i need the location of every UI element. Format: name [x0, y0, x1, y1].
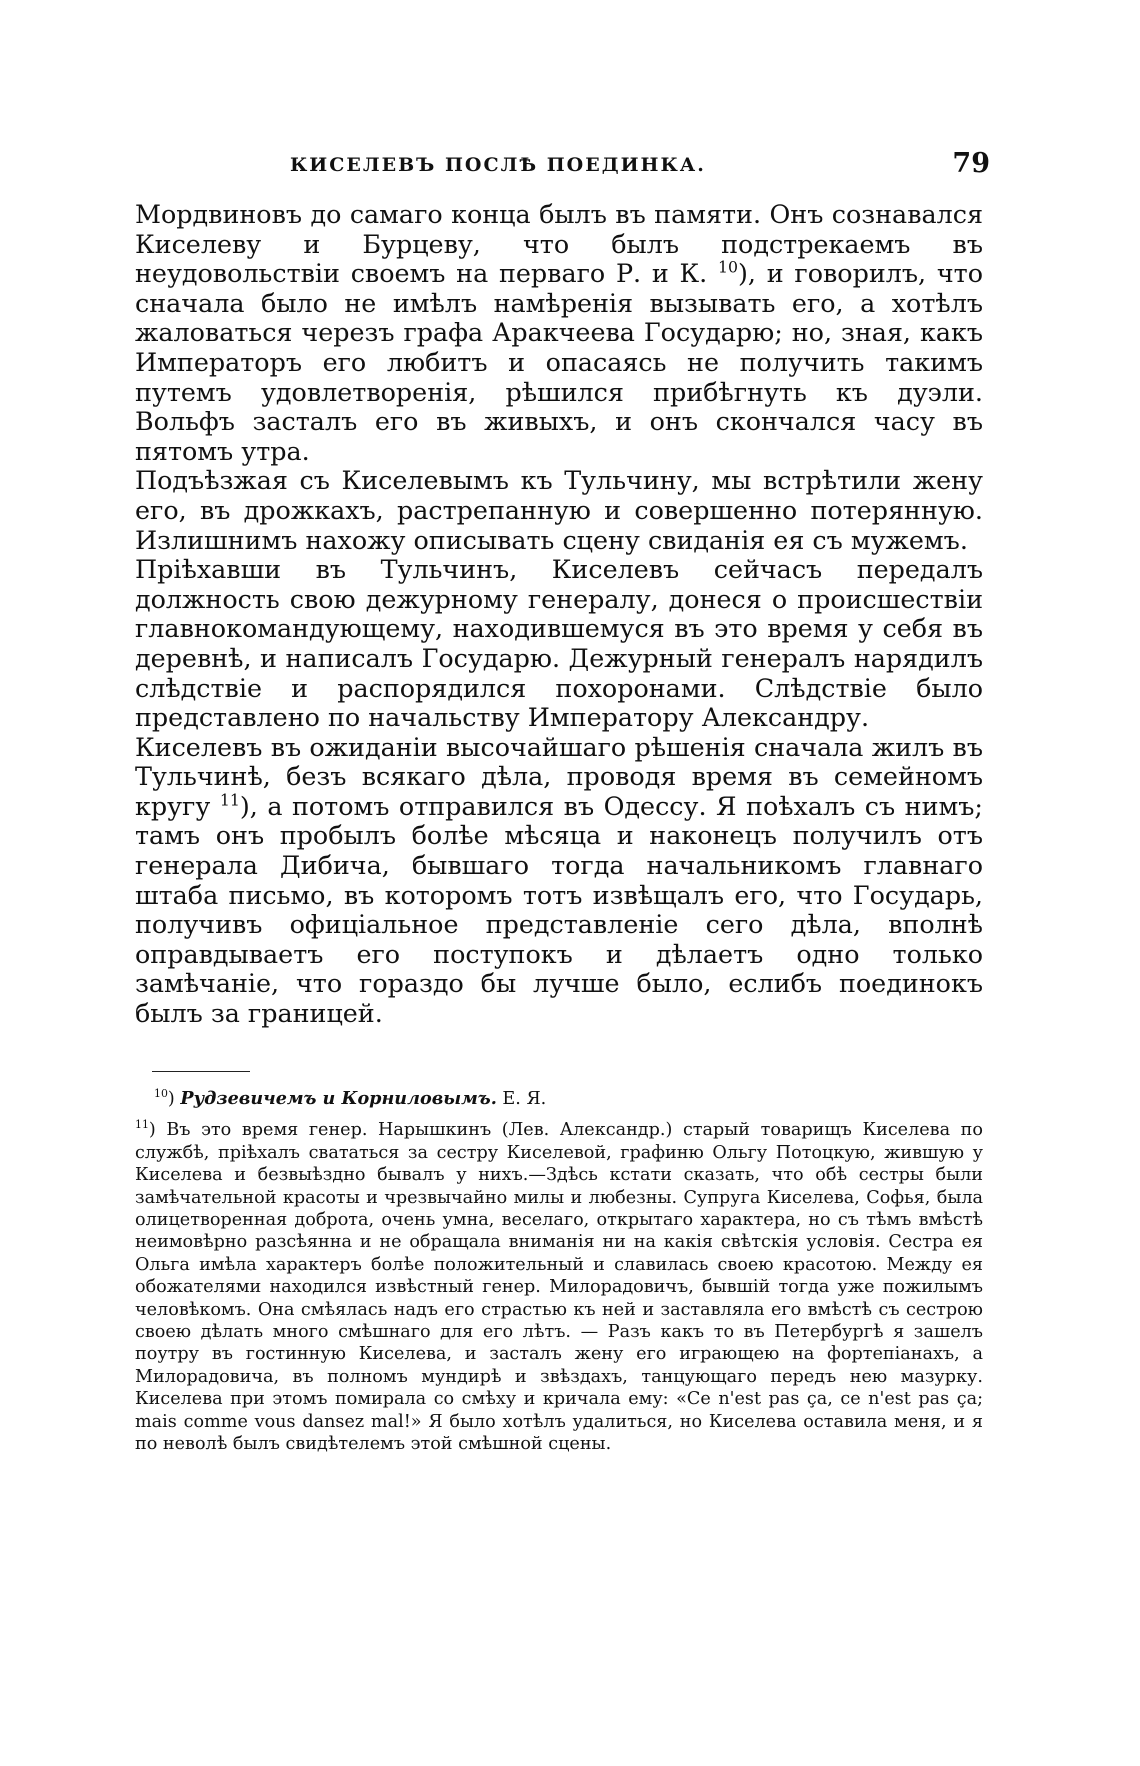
footnote-10-signature: Е. Я. — [496, 1089, 547, 1109]
footnote-divider — [152, 1071, 250, 1072]
footnote-11-text: ) Въ это время генер. Нарышкинъ (Лев. Александр.) старый товарищъ Киселева по службѣ, пріѣхалъ свататься за сестру Киселевой, графиню Ольгу Потоцкую, жившую у Киселева и безвыѣздно бывалъ у нихъ.—Здѣсь кстати сказать, что обѣ сестры были замѣчательной красоты и чрезвычайно милы и любезны. Супруга Киселева, Софья, была олицетворенная доброта, очень умна, веселаго, открытаго характера, но съ тѣмъ вмѣстѣ неимовѣрно разсѣянна и не обращала вниманія ни на какія свѣтскія условія. Сестра ея Ольга имѣла характеръ болѣе положительный и славилась своею красотою. Между ея обожателями находился извѣстный генер. Милорадовичъ, бывшій тогда уже пожилымъ человѣкомъ. Она смѣялась надъ его страстью къ ней и заставляла его вмѣстѣ съ сестрою своею дѣлать много смѣшнаго для его лѣтъ. — Разъ какъ то въ Петербургѣ я зашелъ поутру въ гостинную Киселева, и засталъ жену его играющею на фортепіанахъ, а Милорадовича, въ полномъ мундирѣ и звѣздахъ, танцующаго передъ нею мазурку. Киселева при этомъ помирала со смѣху и кричала ему: «Ce n'est pas ça, ce n'est pas ça; mais comme vous dansez mal!» Я было хотѣлъ удалиться, но Киселева оставила меня, и я по неволѣ былъ свидѣтелемъ этой смѣшной сцены. — [135, 1120, 983, 1455]
paragraph-4-text: Киселевъ въ ожиданіи высочайшаго рѣшенія сначала жилъ въ Тульчинѣ, безъ всякаго дѣла, проводя время въ семейномъ кругу — [135, 731, 983, 821]
footnote-ref-11: 11 — [219, 790, 240, 810]
footnote-11 — [135, 1119, 983, 1455]
paragraph-2: Подъѣзжая съ Киселевымъ къ Тульчину, мы встрѣтили жену его, въ дрожкахъ, растрепанную и совершенно потерянную. Излишнимъ нахожу описывать сцену свиданія ея съ мужемъ. — [135, 465, 983, 555]
paragraph-4-text-cont: ), а потомъ отправился въ Одессу. Я поѣхалъ съ нимъ; тамъ онъ пробылъ болѣе мѣсяца и наконецъ получилъ отъ генерала Дибича, бывшаго тогда начальникомъ главнаго штаба письмо, въ которомъ тотъ извѣщалъ его, что Государь, получивъ офиціальное представленіе сего дѣла, вполнѣ оправдываетъ его поступокъ и дѣлаетъ одно только замѣчаніе, что гораздо бы лучше было, еслибъ поединокъ былъ за границей. — [135, 790, 983, 1029]
footnote-10: $^{10}$) Рудзевичемъ и Корниловымъ. Е. Я. — [154, 1087, 547, 1109]
footnote-ref-10: 10 — [718, 257, 739, 277]
paragraph-1-text-cont: ), и говорилъ, что сначала было не имѣлъ намѣренія вызывать его, а хотѣлъ жаловаться черезъ графа Аракчеева Государю; но, зная, какъ Императоръ его любитъ и опасаясь не получить такимъ путемъ удовлетворенія, рѣшился прибѣгнуть къ дуэли. Вольфъ засталъ его въ живыхъ, и онъ скончался часу въ пятомъ утра. — [135, 258, 983, 466]
paragraph-3: Пріѣхавши въ Тульчинъ, Киселевъ сейчасъ передалъ должность свою дежурному генералу, донеся о происшествіи главнокомандующему, находившемуся въ это время у себя въ деревнѣ, и написалъ Государю. Дежурный генералъ нарядилъ слѣдствіе и распорядился похоронами. Слѣдствіе было представлено по начальству Императору Александру. — [135, 554, 983, 733]
footnote-10-number: 10 — [154, 1087, 168, 1101]
paragraph-1-text: Мордвиновъ до самаго конца былъ въ памяти. Онъ сознавался Киселеву и Бурцеву, что былъ подстрекаемъ въ неудовольствіи своемъ на перваго Р. и К. — [135, 199, 983, 289]
paragraph-4 — [135, 733, 983, 1029]
footnote-10-names: Рудзевичемъ и Корниловымъ. — [180, 1088, 497, 1109]
paragraph-1 — [135, 200, 983, 466]
main-text — [135, 200, 983, 1029]
footnotes — [135, 1088, 983, 1456]
footnote-11-number: 11 — [135, 1118, 149, 1132]
page-number: 79 — [952, 148, 990, 179]
running-title: КИСЕЛЕВЪ ПОСЛѢ ПОЕДИНКА. — [290, 154, 706, 176]
page-header — [150, 148, 990, 194]
